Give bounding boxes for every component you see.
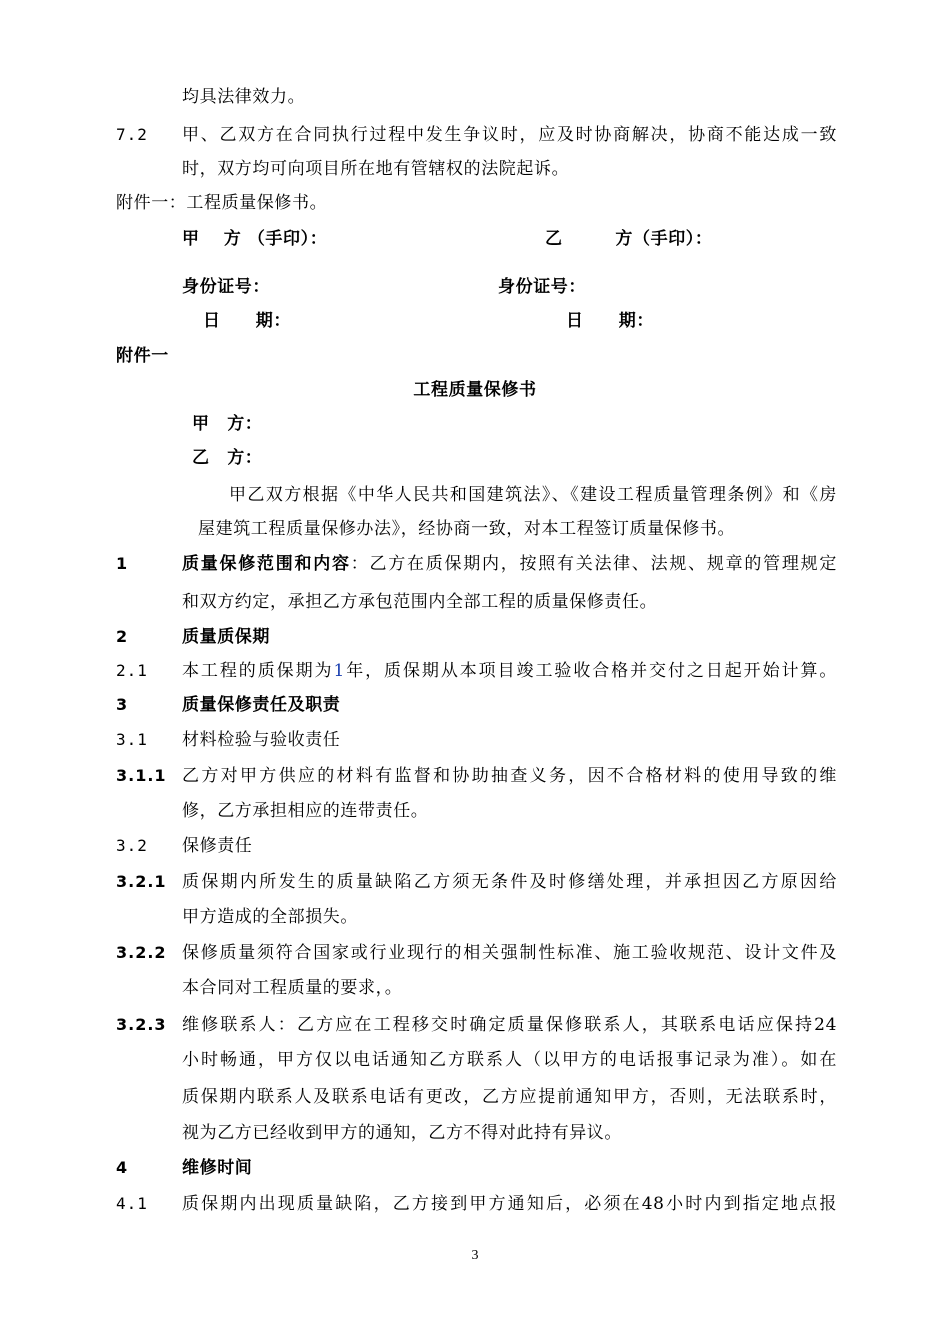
clause-3-2-3-line1: 维修联系人：乙方应在工程移交时确定质量保修联系人，其联系电话应保持24: [182, 1015, 837, 1035]
clause-3-2-3-line4: 视为乙方已经收到甲方的通知，乙方不得对此持有异议。: [182, 1123, 622, 1143]
annex-party-a: 甲 方：: [192, 414, 263, 434]
annex-intro-line2: 屋建筑工程质量保修办法》，经协商一致，对本工程签订质量保修书。: [198, 519, 736, 539]
section-3-heading: 质量保修责任及职责: [182, 695, 341, 715]
page-number: 3: [471, 1248, 479, 1263]
clause-number-3-2-2: 3.2.2: [116, 943, 167, 962]
clause-7-2-line1: 甲、乙双方在合同执行过程中发生争议时，应及时协商解决，协商不能达成一致: [182, 125, 837, 145]
section-1-text1: ：乙方在质保期内，按照有关法律、法规、规章的管理规定: [350, 554, 837, 574]
section-1-line1: [182, 553, 837, 575]
section-number-2: 2: [116, 627, 129, 646]
section-2-heading: 质量质保期: [182, 627, 270, 647]
clause-4-1-line1: 质保期内出现质量缺陷，乙方接到甲方通知后，必须在48小时内到指定地点报: [182, 1194, 837, 1214]
party-a-id-label: 身份证号：: [182, 277, 270, 297]
section-1-heading: 质量保修范围和内容: [182, 554, 351, 574]
clause-number-3-1-1: 3.1.1: [116, 766, 167, 785]
clause-number-7-2: 7.2: [116, 125, 148, 144]
clause-2-1-text-a: 本工程的质保期为: [182, 661, 334, 681]
clause-3-2-1-line1: 质保期内所发生的质量缺陷乙方须无条件及时修缮处理，并承担因乙方原因给: [182, 872, 837, 892]
section-number-1: 1: [116, 554, 129, 573]
clause-number-3-1: 3.1: [116, 730, 148, 749]
section-1-line2: 和双方约定，承担乙方承包范围内全部工程的质量保修责任。: [182, 592, 658, 612]
clause-3-2-3-line2: 小时畅通，甲方仅以电话通知乙方联系人（以甲方的电话报事记录为准）。如在: [182, 1050, 837, 1070]
annex-label: 附件一: [116, 346, 169, 366]
clause-3-2-2-line1: 保修质量须符合国家或行业现行的相关强制性标准、施工验收规范、设计文件及: [182, 943, 837, 963]
clause-3-2-2-line2: 本合同对工程质量的要求，。: [182, 978, 403, 998]
clause-number-2-1: 2.1: [116, 661, 148, 680]
annex-party-b: 乙 方：: [192, 448, 263, 468]
party-a-signature-label: 甲 方 （手印）：: [182, 229, 328, 249]
clause-3-1-1-line2: 修，乙方承担相应的连带责任。: [182, 801, 429, 821]
annex-intro-line1: 甲乙双方根据《中华人民共和国建筑法》、《建设工程质量管理条例》和《房: [229, 485, 837, 505]
clause-2-1: [182, 660, 837, 682]
section-number-3: 3: [116, 695, 129, 714]
clause-number-3-2: 3.2: [116, 836, 148, 855]
attachment-note: 附件一：工程质量保修书。: [116, 193, 328, 213]
party-b-id-label: 身份证号：: [498, 277, 586, 297]
clause-3-2-1-line2: 甲方造成的全部损失。: [182, 907, 358, 927]
annex-title: 工程质量保修书: [413, 380, 537, 400]
section-4-heading: 维修时间: [182, 1158, 253, 1178]
clause-3-1-1-line1: 乙方对甲方供应的材料有监督和协助抽查义务，因不合格材料的使用导致的维: [182, 766, 837, 786]
section-number-4: 4: [116, 1158, 129, 1177]
clause-3-2-3-line3: 质保期内联系人及联系电话有更改，乙方应提前通知甲方，否则，无法联系时，: [182, 1087, 837, 1107]
clause-number-3-2-3: 3.2.3: [116, 1015, 167, 1034]
warranty-period-value: 1: [333, 661, 345, 681]
clause-3-2: 保修责任: [182, 836, 253, 856]
party-b-signature-label: 乙 方（手印）：: [545, 229, 713, 249]
party-a-date-label: 日 期：: [203, 311, 291, 331]
para-7-1-tail: 均具法律效力。: [182, 87, 306, 107]
clause-number-3-2-1: 3.2.1: [116, 872, 167, 891]
clause-2-1-text-b: 年，质保期从本项目竣工验收合格并交付之日起开始计算。: [344, 661, 837, 681]
clause-3-1: 材料检验与验收责任: [182, 730, 341, 750]
clause-number-4-1: 4.1: [116, 1194, 148, 1213]
party-b-date-label: 日 期：: [566, 311, 654, 331]
clause-7-2-line2: 时，双方均可向项目所在地有管辖权的法院起诉。: [182, 159, 570, 179]
